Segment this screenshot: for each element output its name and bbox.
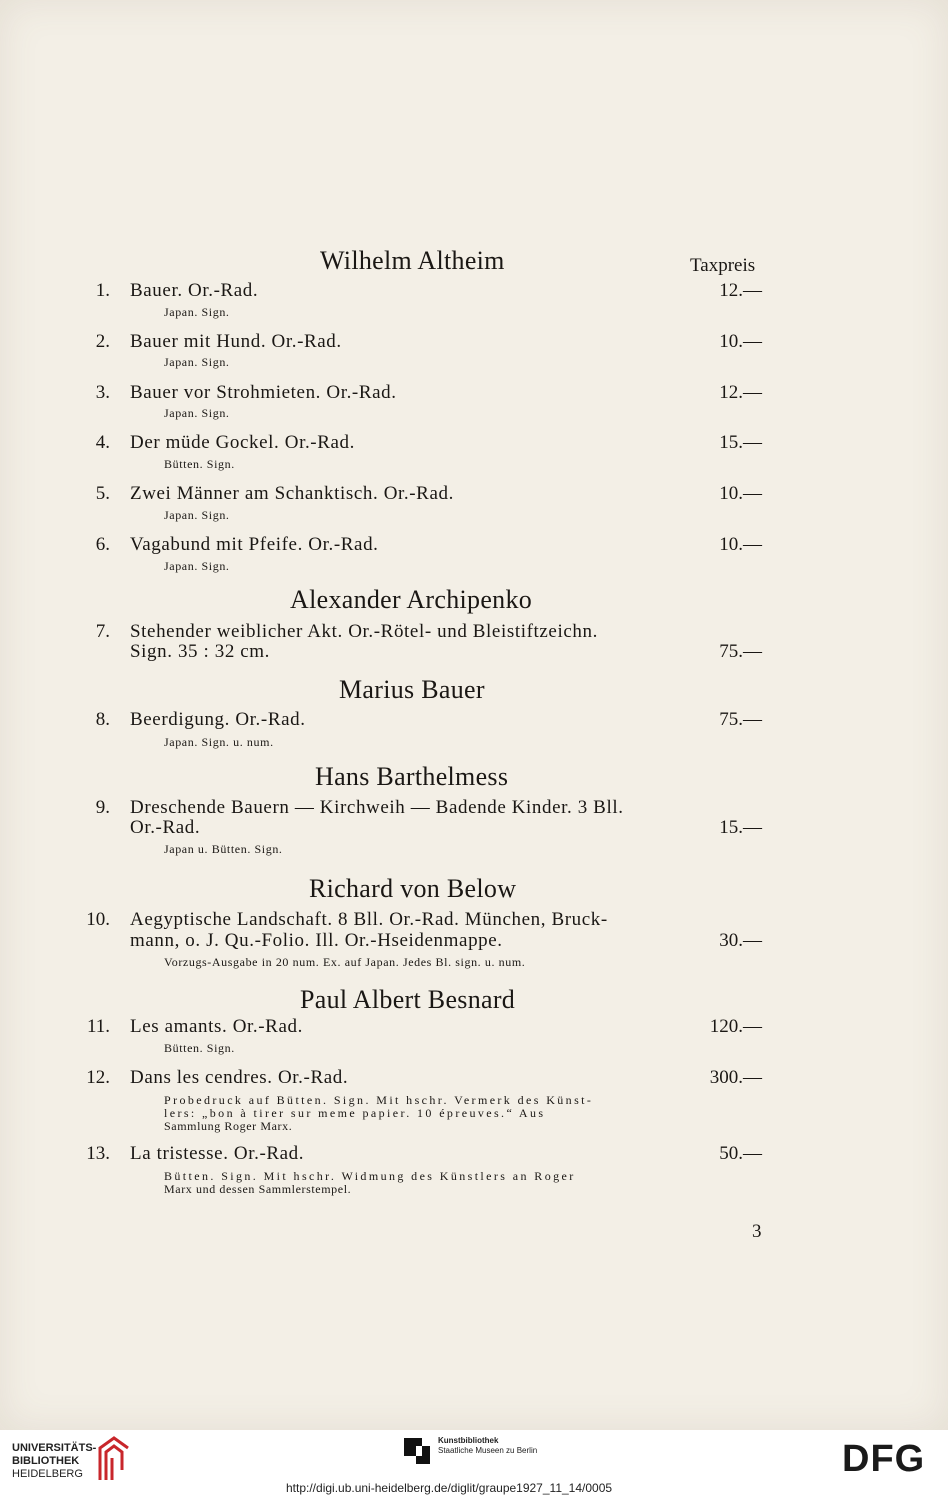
item-price: 50.— — [719, 1143, 762, 1164]
item-note: Japan. Sign. — [164, 355, 230, 369]
logo-line: HEIDELBERG — [12, 1468, 83, 1480]
item-price: 75.— — [719, 641, 762, 662]
item-price: 15.— — [719, 432, 762, 453]
item-price: 10.— — [719, 534, 762, 555]
artist-heading: Wilhelm Altheim — [320, 246, 505, 275]
item-note: Bütten. Sign. — [164, 1041, 235, 1055]
item-title: Vagabund mit Pfeife. Or.-Rad. — [130, 534, 379, 555]
item-number: 9. — [95, 797, 110, 818]
university-emblem-icon — [96, 1434, 132, 1484]
item-price: 10.— — [719, 483, 762, 504]
item-note: Vorzugs-Ausgabe in 20 num. Ex. auf Japan. Jedes Bl. sign. u. num. — [164, 955, 526, 969]
item-price: 75.— — [719, 709, 762, 730]
footer-bar — [0, 1430, 948, 1495]
item-note: Sammlung Roger Marx. — [164, 1119, 293, 1133]
item-number: 3. — [95, 382, 110, 403]
university-library-logo[interactable] — [12, 1442, 96, 1481]
item-number: 4. — [95, 432, 110, 453]
permalink-url[interactable]: http://digi.ub.uni-heidelberg.de/diglit/graupe1927_11_14/0005 — [286, 1481, 613, 1495]
item-number: 7. — [95, 621, 110, 642]
item-title-continued: Or.-Rad. — [130, 817, 201, 838]
item-number: 6. — [95, 534, 110, 555]
item-price: 300.— — [709, 1067, 762, 1088]
item-note: Bütten. Sign. Mit hschr. Widmung des Künstlers an Roger — [164, 1169, 576, 1183]
item-number: 11. — [86, 1016, 110, 1037]
item-note: Probedruck auf Bütten. Sign. Mit hschr. Vermerk des Künst- — [164, 1093, 594, 1107]
artist-heading: Hans Barthelmess — [315, 762, 509, 791]
kunstbibliothek-mark-icon — [404, 1438, 432, 1464]
logo-line: BIBLIOTHEK — [12, 1455, 80, 1467]
item-price: 120.— — [709, 1016, 762, 1037]
item-title: Beerdigung. Or.-Rad. — [130, 709, 306, 730]
item-title: La tristesse. Or.-Rad. — [130, 1143, 305, 1164]
item-note: Japan. Sign. — [164, 559, 230, 573]
item-title: Aegyptische Landschaft. 8 Bll. Or.-Rad. München, Bruck- — [130, 909, 608, 930]
item-title: Bauer vor Strohmieten. Or.-Rad. — [130, 382, 397, 403]
item-price: 12.— — [719, 280, 762, 301]
item-price: 30.— — [719, 930, 762, 951]
item-note: Japan. Sign. — [164, 305, 230, 319]
item-number: 2. — [95, 331, 110, 352]
logo-line: UNIVERSITÄTS- — [12, 1442, 97, 1454]
item-number: 10. — [86, 909, 110, 930]
kunst-line: Kunstbibliothek — [438, 1436, 499, 1445]
item-note: Japan u. Bütten. Sign. — [164, 842, 283, 856]
page-number: 3 — [752, 1221, 762, 1242]
item-title-continued: Sign. 35 : 32 cm. — [130, 641, 271, 662]
artist-heading: Alexander Archipenko — [290, 585, 533, 614]
item-title: Der müde Gockel. Or.-Rad. — [130, 432, 355, 453]
item-title: Dreschende Bauern — Kirchweih — Badende Kinder. 3 Bll. — [130, 797, 624, 818]
item-note: Japan. Sign. u. num. — [164, 735, 274, 749]
item-note: lers: „bon à tirer sur meme papier. 10 épreuves.“ Aus — [164, 1106, 546, 1120]
item-title: Zwei Männer am Schanktisch. Or.-Rad. — [130, 483, 454, 504]
item-title: Stehender weiblicher Akt. Or.-Rötel- und Bleistiftzeichn. — [130, 621, 598, 642]
item-note: Japan. Sign. — [164, 508, 230, 522]
item-title: Bauer mit Hund. Or.-Rad. — [130, 331, 342, 352]
item-title: Les amants. Or.-Rad. — [130, 1016, 303, 1037]
artist-heading: Marius Bauer — [339, 675, 485, 704]
item-title-continued: mann, o. J. Qu.-Folio. Ill. Or.-Hseidenmappe. — [130, 930, 503, 951]
item-number: 13. — [86, 1143, 110, 1164]
item-number: 8. — [95, 709, 110, 730]
item-number: 1. — [95, 280, 110, 301]
taxpreis-heading: Taxpreis — [690, 255, 756, 276]
item-price: 12.— — [719, 382, 762, 403]
item-note: Marx und dessen Sammlerstempel. — [164, 1182, 352, 1196]
dfg-logo[interactable]: DFG — [842, 1438, 926, 1480]
item-note: Japan. Sign. — [164, 406, 230, 420]
artist-heading: Richard von Below — [309, 874, 517, 903]
item-title: Bauer. Or.-Rad. — [130, 280, 259, 301]
kunst-line: Staatliche Museen zu Berlin — [438, 1446, 538, 1455]
item-price: 15.— — [719, 817, 762, 838]
artist-heading: Paul Albert Besnard — [300, 985, 516, 1014]
item-number: 12. — [86, 1067, 110, 1088]
item-price: 10.— — [719, 331, 762, 352]
item-note: Bütten. Sign. — [164, 457, 235, 471]
item-number: 5. — [95, 483, 110, 504]
item-title: Dans les cendres. Or.-Rad. — [130, 1067, 349, 1088]
